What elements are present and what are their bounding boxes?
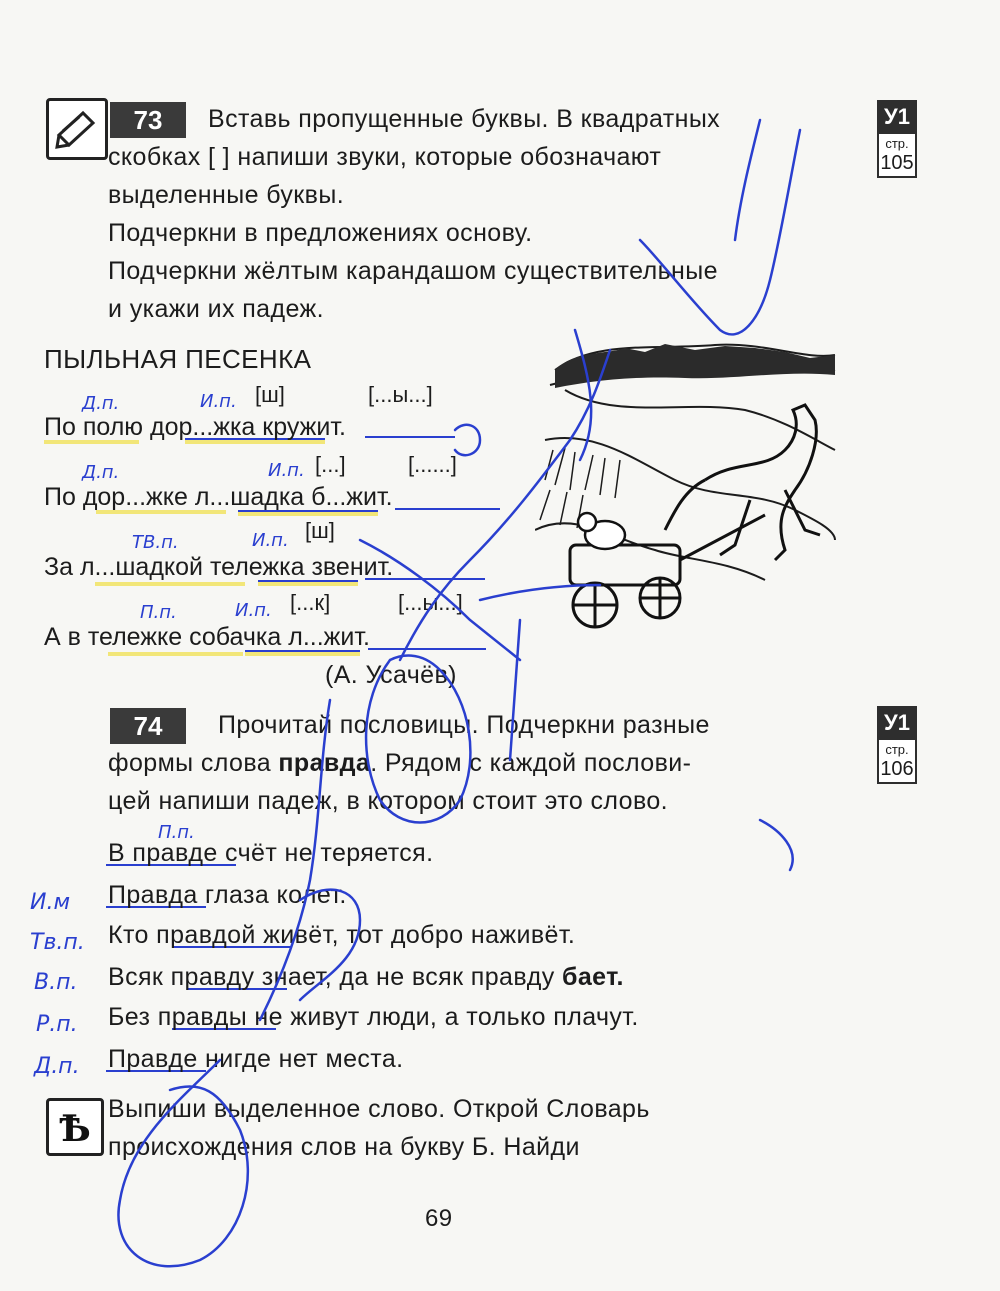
handwritten-case: Д.п. [82, 462, 120, 483]
page-number: 69 [425, 1205, 453, 1232]
task73-text-line2: скобках [ ] напиши звуки, которые обозначают [108, 143, 662, 171]
transcription: [...ы...] [368, 382, 433, 407]
tag-u1: У1 [877, 100, 917, 134]
task-number-badge: 73 [110, 102, 186, 138]
task74-text-line1: Прочитай пословицы. Подчеркни разные [218, 711, 710, 739]
handwritten-case: И.п. [252, 530, 289, 551]
task74-text-line3: цей напиши падеж, в котором стоит это слово. [108, 787, 668, 815]
task73-text-line6: и укажи их падеж. [108, 295, 324, 323]
proverb: В правде счёт не теряется. [108, 839, 434, 867]
transcription: [...] [315, 452, 346, 477]
poem-line: А в тележке собачка л...жит. [44, 623, 370, 651]
handwritten-case: Д.п. [82, 393, 120, 414]
tag-page: стр. 106 [877, 740, 917, 784]
handwritten-case: И.м [30, 890, 71, 915]
transcription: [...к] [290, 590, 331, 615]
poem-line: По дор...жке л...шадка б...жит. [44, 483, 393, 511]
proverb: Правда глаза колет. [108, 881, 347, 909]
proverb: Всяк правду знает, да не всяк правду бает. [108, 963, 624, 991]
transcription: [......] [408, 452, 457, 477]
handwritten-case: И.п. [200, 391, 237, 412]
handwritten-case: И.п. [235, 600, 272, 621]
poem-title: ПЫЛЬНАЯ ПЕСЕНКА [44, 344, 312, 374]
svg-text:Ѣ: Ѣ [59, 1108, 91, 1150]
proverb: Без правды не живут люди, а только плачут. [108, 1003, 639, 1031]
poem-line: За л...шадкой тележка звенит. [44, 553, 394, 581]
task73-text-line5: Подчеркни жёлтым карандашом существительные [108, 257, 718, 285]
task73-text-line1: Вставь пропущенные буквы. В квадратных [208, 105, 721, 133]
task-number-badge: 74 [110, 708, 186, 744]
handwritten-case: И.п. [268, 460, 305, 481]
transcription: [ш] [255, 382, 285, 407]
transcription: [...ы...] [398, 590, 463, 615]
dictionary-task-line1: Выпиши выделенное слово. Открой Словарь [108, 1095, 650, 1123]
proverb: Правде нигде нет места. [108, 1045, 404, 1073]
task74-text-line2: формы слова правда. Рядом с каждой послови- [108, 749, 692, 777]
poem-line: По полю дор...жка кружит. [44, 413, 346, 441]
dictionary-task-line2: происхождения слов на букву Б. Найди [108, 1133, 580, 1161]
handwritten-case: П.п. [158, 822, 195, 843]
handwritten-case: В.п. [34, 970, 78, 995]
handwritten-case: Д.п. [34, 1054, 80, 1079]
transcription: [ш] [305, 518, 335, 543]
poem-author: (А. Усачёв) [325, 661, 457, 689]
handwritten-case: Р.п. [36, 1012, 78, 1037]
highlighted-word: правда [278, 749, 371, 777]
tag-u1: У1 [877, 706, 917, 740]
tag-page: стр. 105 [877, 134, 917, 178]
task73-text-line4: Подчеркни в предложениях основу. [108, 219, 533, 247]
handwritten-case: ТВ.п. [132, 532, 179, 553]
proverb: Кто правдой живёт, тот добро наживёт. [108, 921, 576, 949]
handwritten-case: Тв.п. [30, 930, 85, 955]
task73-text-line3: выделенные буквы. [108, 181, 345, 209]
handwritten-case: П.п. [140, 602, 177, 623]
